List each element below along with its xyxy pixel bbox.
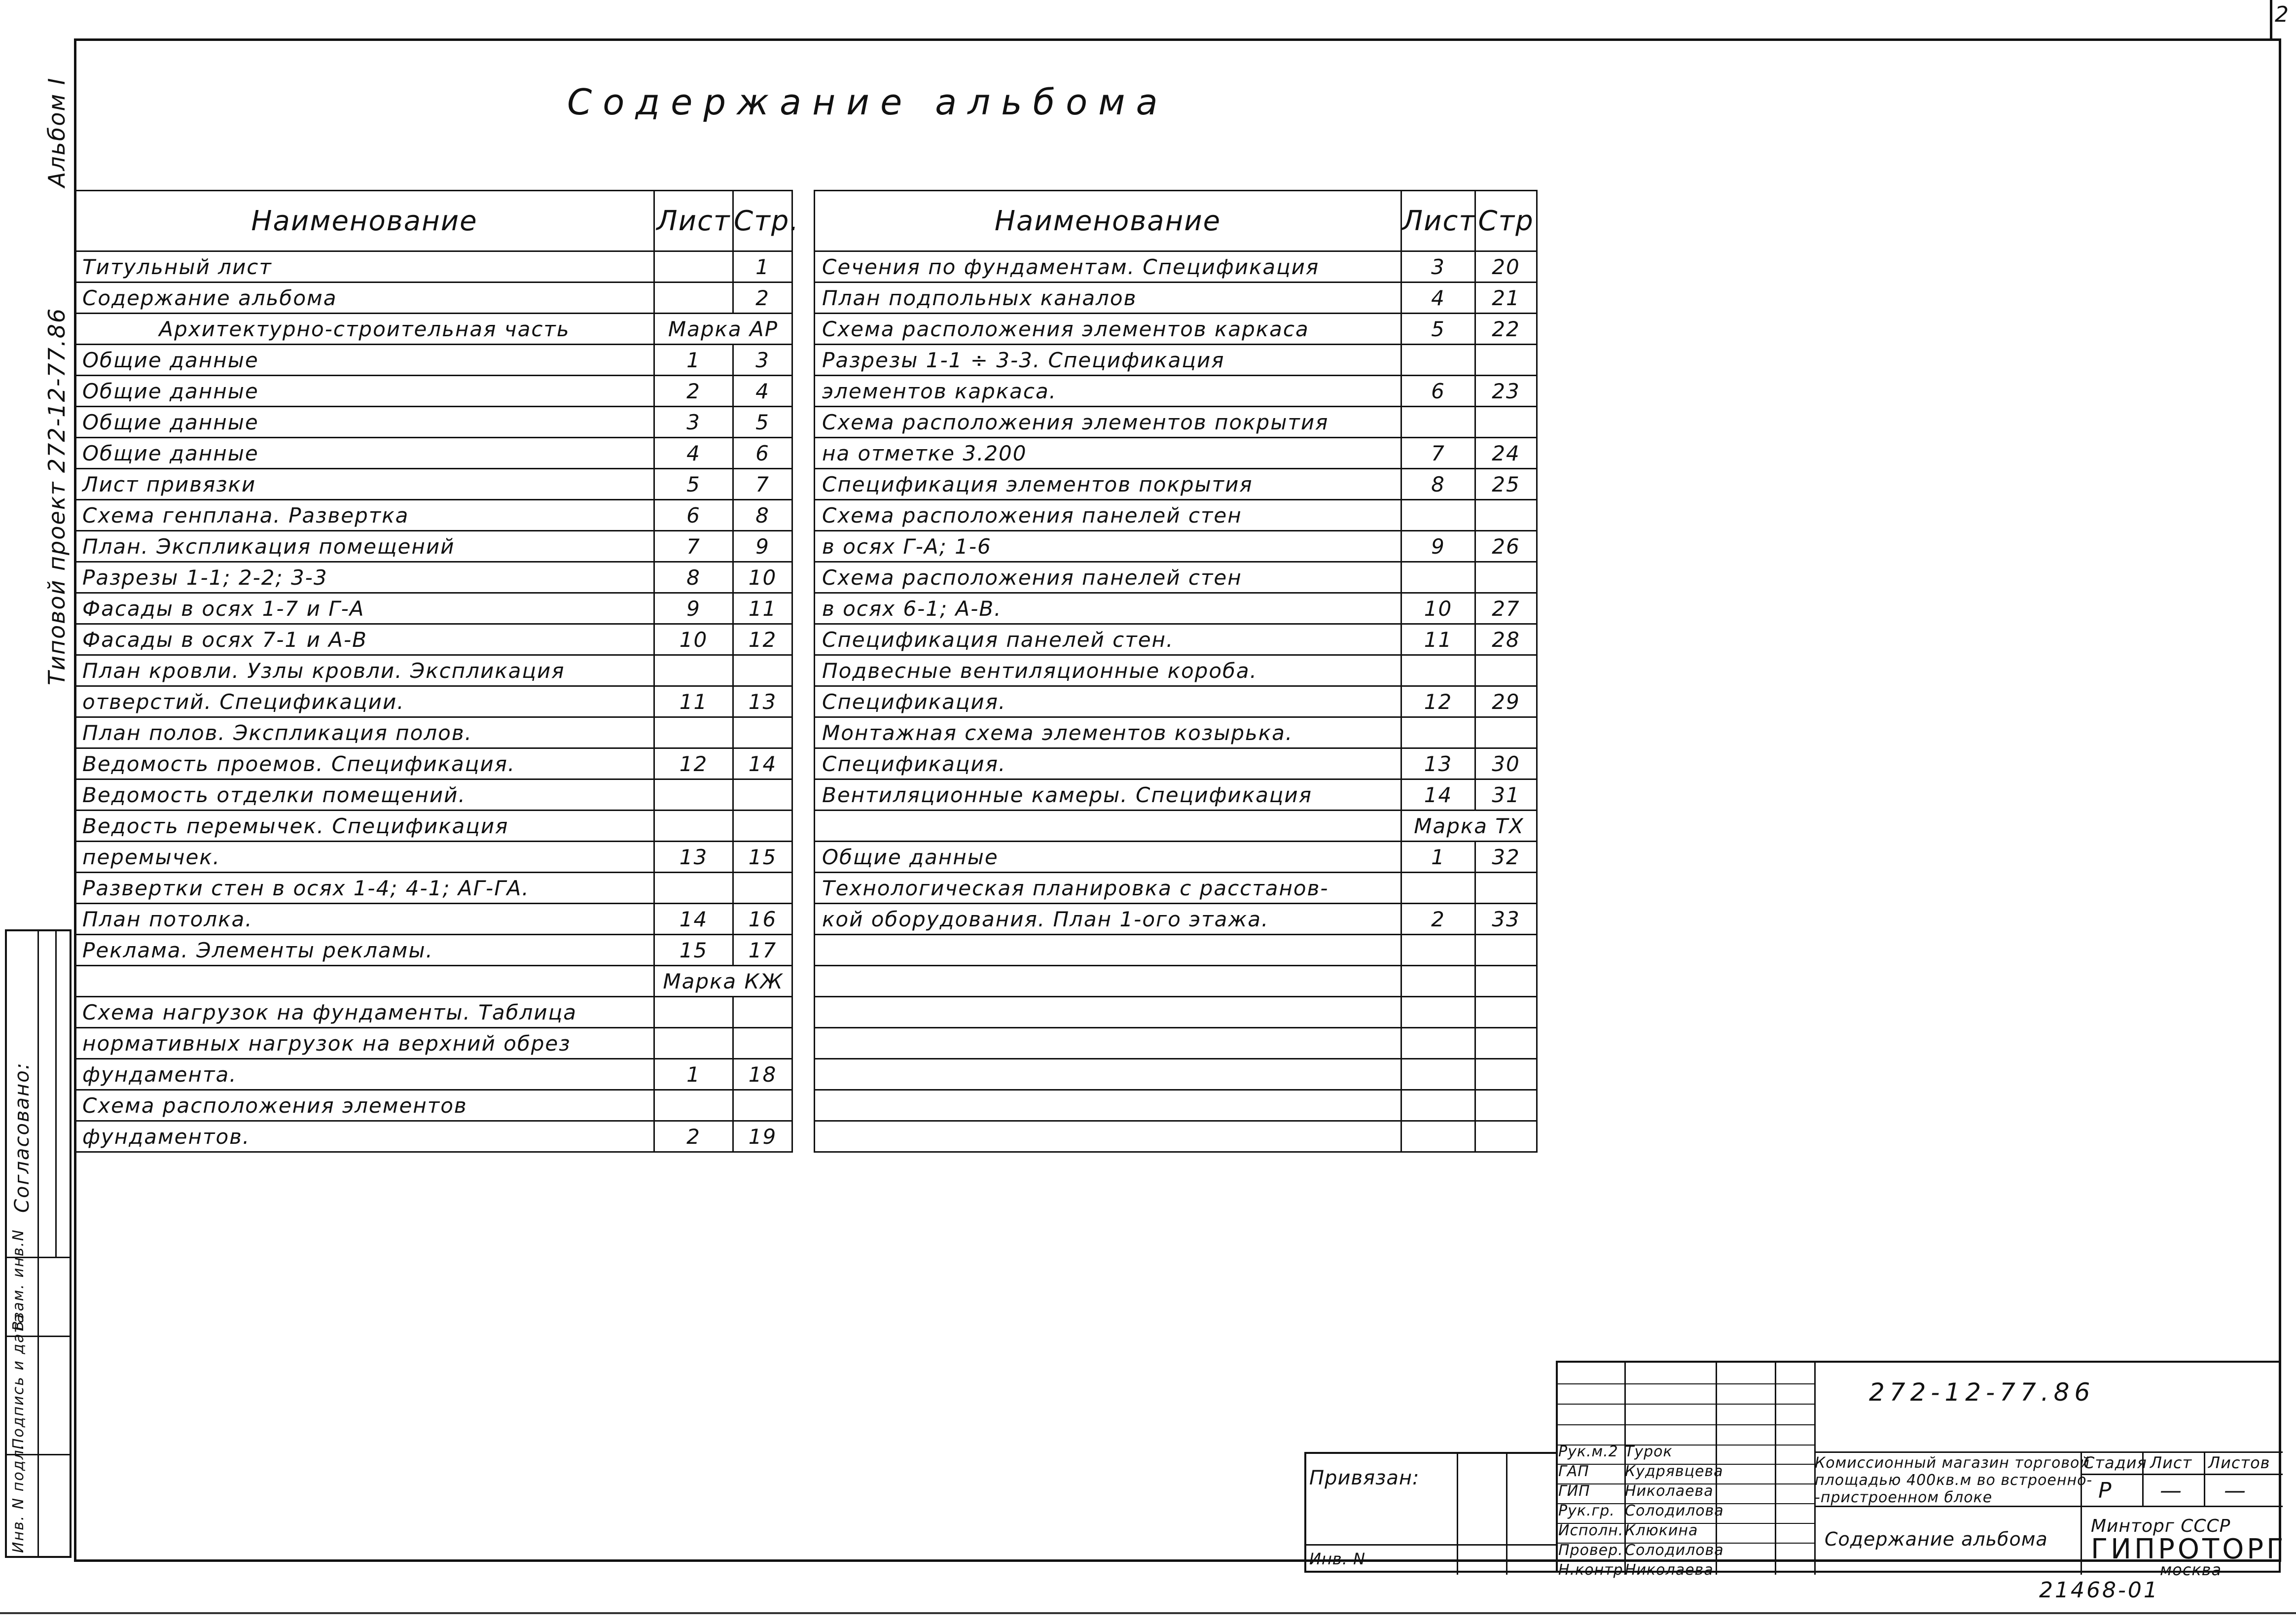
item-sheet: 1 (1401, 842, 1475, 873)
item-sheet (654, 1090, 733, 1121)
table-row (75, 314, 792, 345)
item-page: 13 (733, 686, 792, 717)
table-row (815, 655, 1537, 686)
item-name: Фасады в осях 7-1 и А-В (75, 624, 654, 655)
item-sheet (654, 655, 733, 686)
object-description-line-3: -пристроенном блоке (1815, 1489, 1993, 1506)
table-row (75, 997, 792, 1028)
item-sheet: 11 (654, 686, 733, 717)
item-name (815, 935, 1401, 966)
table-row (815, 1090, 1537, 1121)
item-sheet (654, 997, 733, 1028)
item-sheet: 1 (654, 345, 733, 376)
item-sheet: 10 (1401, 593, 1475, 624)
table-row (75, 531, 792, 562)
item-name: Общие данные (75, 345, 654, 376)
item-sheet: 5 (1401, 314, 1475, 345)
sheet-label: Лист (2150, 1453, 2192, 1472)
item-name: Схема расположения элементов покрытия (815, 407, 1401, 438)
item-name: в осях 6-1; А-В. (815, 593, 1401, 624)
item-sheet (1401, 966, 1475, 997)
item-sheet: 9 (654, 593, 733, 624)
table-row (75, 717, 792, 748)
item-sheet (1401, 717, 1475, 748)
ministry-label: Минторг СССР (2091, 1516, 2231, 1536)
item-sheet: 8 (1401, 469, 1475, 500)
item-sheet: 13 (654, 842, 733, 873)
item-page: 25 (1475, 469, 1537, 500)
item-name: Реклама. Элементы рекламы. (75, 935, 654, 966)
item-sheet (1401, 997, 1475, 1028)
item-name: Спецификация. (815, 748, 1401, 779)
signature-person: Кудрявцева (1625, 1463, 1723, 1480)
item-sheet (1401, 935, 1475, 966)
item-page (1475, 407, 1537, 438)
item-page (733, 997, 792, 1028)
item-name: Технологическая планировка с расстанов- (815, 873, 1401, 904)
section-marka: Марка ТХ (1401, 811, 1537, 842)
table-row (75, 842, 792, 873)
item-page (1475, 345, 1537, 376)
item-page (1475, 1121, 1537, 1152)
table-row (815, 873, 1537, 904)
item-sheet: 2 (1401, 904, 1475, 935)
item-name: Общие данные (75, 407, 654, 438)
table-row (815, 842, 1537, 873)
signature-person: Николаева (1625, 1561, 1714, 1579)
item-sheet (654, 251, 733, 282)
item-name: Общие данные (75, 438, 654, 469)
item-name: План потолка. (75, 904, 654, 935)
item-page (1475, 717, 1537, 748)
item-page (1475, 1059, 1537, 1090)
item-page (733, 811, 792, 842)
item-page: 3 (733, 345, 792, 376)
table-row (815, 997, 1537, 1028)
sheets-value: — (2224, 1478, 2246, 1503)
item-name: Развертки стен в осях 1-4; 4-1; АГ-ГА. (75, 873, 654, 904)
table-row (75, 407, 792, 438)
item-sheet: 12 (1401, 686, 1475, 717)
item-page (733, 655, 792, 686)
item-sheet: 4 (1401, 282, 1475, 314)
item-sheet: 3 (1401, 251, 1475, 282)
table-row (815, 686, 1537, 717)
item-sheet (654, 873, 733, 904)
item-sheet: 11 (1401, 624, 1475, 655)
item-page: 21 (1475, 282, 1537, 314)
item-name: нормативных нагрузок на верхний обрез (75, 1028, 654, 1059)
item-sheet (654, 1028, 733, 1059)
header-name: Наименование (815, 191, 1401, 251)
item-name: Сечения по фундаментам. Спецификация (815, 251, 1401, 282)
table-row (815, 376, 1537, 407)
item-name: Монтажная схема элементов козырька. (815, 717, 1401, 748)
table-row (815, 407, 1537, 438)
item-page (1475, 997, 1537, 1028)
item-page: 33 (1475, 904, 1537, 935)
item-sheet (1401, 407, 1475, 438)
item-name: План полов. Экспликация полов. (75, 717, 654, 748)
item-sheet: 1 (654, 1059, 733, 1090)
table-row (75, 562, 792, 593)
item-page: 31 (1475, 779, 1537, 811)
item-name: Разрезы 1-1 ÷ 3-3. Спецификация (815, 345, 1401, 376)
stage-value: Р (2098, 1478, 2112, 1503)
item-name: в осях Г-А; 1-6 (815, 531, 1401, 562)
item-name: на отметке 3.200 (815, 438, 1401, 469)
table-row (75, 624, 792, 655)
item-page: 10 (733, 562, 792, 593)
item-name (815, 966, 1401, 997)
item-page: 18 (733, 1059, 792, 1090)
item-sheet (1401, 345, 1475, 376)
item-sheet: 13 (1401, 748, 1475, 779)
item-page: 32 (1475, 842, 1537, 873)
signature-person: Турок (1625, 1443, 1673, 1460)
item-page: 16 (733, 904, 792, 935)
item-sheet: 15 (654, 935, 733, 966)
item-page (1475, 500, 1537, 531)
signature-role: Рук.гр. (1558, 1502, 1615, 1519)
item-page: 23 (1475, 376, 1537, 407)
item-name: Спецификация элементов покрытия (815, 469, 1401, 500)
item-name: Схема расположения панелей стен (815, 562, 1401, 593)
item-page: 28 (1475, 624, 1537, 655)
table-row (815, 314, 1537, 345)
item-page: 29 (1475, 686, 1537, 717)
header-name: Наименование (75, 191, 654, 251)
item-sheet: 9 (1401, 531, 1475, 562)
item-name: Подвесные вентиляционные короба. (815, 655, 1401, 686)
item-sheet: 7 (654, 531, 733, 562)
table-row (75, 500, 792, 531)
section-title (75, 966, 654, 997)
item-page (733, 1090, 792, 1121)
table-row (815, 779, 1537, 811)
signature-role: Провер. (1558, 1542, 1623, 1559)
sheet-bottom-edge (0, 1612, 2296, 1614)
sheet-number: 2 (2270, 0, 2292, 38)
sign-date-label: Подпись и дата (10, 1313, 27, 1449)
item-page (733, 717, 792, 748)
item-sheet (654, 282, 733, 314)
item-page: 9 (733, 531, 792, 562)
album-label: Альбом I (43, 77, 70, 187)
item-page: 30 (1475, 748, 1537, 779)
table-row (75, 655, 792, 686)
table-row (815, 251, 1537, 282)
signature-person: Солодилова (1625, 1542, 1724, 1559)
signature-role: Н.контр. (1558, 1561, 1629, 1579)
header-sheet: Лист (654, 191, 733, 251)
table-row (75, 935, 792, 966)
signature-role: Рук.м.2 (1558, 1443, 1618, 1460)
table-row (815, 593, 1537, 624)
table-row (75, 593, 792, 624)
agreed-label: Согласовано: (11, 1061, 34, 1213)
table-row (75, 748, 792, 779)
sheet-value: — (2160, 1478, 2182, 1503)
item-sheet: 14 (1401, 779, 1475, 811)
table-row (75, 966, 792, 997)
header-page: Стр (1475, 191, 1537, 251)
table-row (815, 282, 1537, 314)
item-name (815, 1121, 1401, 1152)
table-row (815, 531, 1537, 562)
item-name: План подпольных каналов (815, 282, 1401, 314)
item-name: Содержание альбома (75, 282, 654, 314)
item-name: Фасады в осях 1-7 и Г-А (75, 593, 654, 624)
table-row (75, 811, 792, 842)
item-name: План. Экспликация помещений (75, 531, 654, 562)
item-page: 2 (733, 282, 792, 314)
table-row (75, 376, 792, 407)
item-page: 26 (1475, 531, 1537, 562)
table-row (75, 251, 792, 282)
table-row (815, 345, 1537, 376)
table-row (75, 345, 792, 376)
item-page: 20 (1475, 251, 1537, 282)
item-name (815, 997, 1401, 1028)
item-sheet (1401, 500, 1475, 531)
item-name: Разрезы 1-1; 2-2; 3-3 (75, 562, 654, 593)
signature-role: ГИП (1558, 1482, 1590, 1500)
table-row (815, 1028, 1537, 1059)
item-page (1475, 873, 1537, 904)
item-sheet: 6 (654, 500, 733, 531)
table-row (75, 469, 792, 500)
table-row (75, 1059, 792, 1090)
stage-label: Стадия (2083, 1453, 2147, 1472)
table-row (815, 624, 1537, 655)
item-page: 5 (733, 407, 792, 438)
signature-person: Солодилова (1625, 1502, 1724, 1519)
signature-person: Николаева (1625, 1482, 1714, 1500)
item-name: Титульный лист (75, 251, 654, 282)
signature-role: Исполн. (1558, 1522, 1624, 1539)
item-sheet: 2 (654, 376, 733, 407)
item-sheet (1401, 1028, 1475, 1059)
item-sheet: 2 (654, 1121, 733, 1152)
document-code: 272-12-77.86 (1869, 1378, 2095, 1407)
item-page: 27 (1475, 593, 1537, 624)
signature-person: Клюкина (1625, 1522, 1698, 1539)
item-name: элементов каркаса. (815, 376, 1401, 407)
replace-inv-label: Взам. инв.N (10, 1229, 27, 1331)
item-page (1475, 655, 1537, 686)
item-name: Схема расположения элементов (75, 1090, 654, 1121)
item-name: кой оборудования. План 1-ого этажа. (815, 904, 1401, 935)
inv-orig-label: Инв. N подл. (10, 1443, 27, 1553)
table-row (75, 686, 792, 717)
item-sheet: 3 (654, 407, 733, 438)
item-name: Общие данные (75, 376, 654, 407)
item-page: 12 (733, 624, 792, 655)
item-sheet: 14 (654, 904, 733, 935)
item-name: Схема генплана. Развертка (75, 500, 654, 531)
item-sheet (1401, 1121, 1475, 1152)
object-description-line-1: Комиссионный магазин торговой (1815, 1454, 2090, 1472)
header-sheet: Лист (1401, 191, 1475, 251)
table-row (815, 811, 1537, 842)
item-page: 4 (733, 376, 792, 407)
section-marka: Марка АР (654, 314, 792, 345)
table-row (75, 438, 792, 469)
table-row (815, 935, 1537, 966)
organization-name: ГИПРОТОРГ (2091, 1533, 2287, 1565)
item-sheet (1401, 873, 1475, 904)
item-page (733, 1028, 792, 1059)
table-row (75, 779, 792, 811)
section-title (815, 811, 1401, 842)
item-name: фундаментов. (75, 1121, 654, 1152)
item-name: Схема нагрузок на фундаменты. Таблица (75, 997, 654, 1028)
table-row (815, 966, 1537, 997)
item-page (733, 873, 792, 904)
table-row (815, 904, 1537, 935)
item-sheet: 8 (654, 562, 733, 593)
item-sheet (1401, 655, 1475, 686)
item-page (1475, 935, 1537, 966)
sheets-label: Листов (2208, 1453, 2270, 1472)
item-sheet: 10 (654, 624, 733, 655)
item-page (1475, 562, 1537, 593)
table-row (815, 562, 1537, 593)
item-page: 6 (733, 438, 792, 469)
item-name: Ведомость отделки помещений. (75, 779, 654, 811)
table-row (75, 1121, 792, 1152)
item-sheet (1401, 1059, 1475, 1090)
item-page: 15 (733, 842, 792, 873)
item-name: Лист привязки (75, 469, 654, 500)
item-name (815, 1059, 1401, 1090)
item-page: 1 (733, 251, 792, 282)
item-page (1475, 1028, 1537, 1059)
item-name: Ведомость проемов. Спецификация. (75, 748, 654, 779)
table-row (815, 500, 1537, 531)
item-name: Ведость перемычек. Спецификация (75, 811, 654, 842)
header-page: Стр. (733, 191, 792, 251)
item-sheet (654, 717, 733, 748)
item-name (815, 1028, 1401, 1059)
section-marka: Марка КЖ (654, 966, 792, 997)
item-sheet (654, 811, 733, 842)
item-page (733, 779, 792, 811)
table-row (75, 1028, 792, 1059)
table-row (815, 1059, 1537, 1090)
item-name: Схема расположения элементов каркаса (815, 314, 1401, 345)
item-sheet (1401, 562, 1475, 593)
item-name: Вентиляционные камеры. Спецификация (815, 779, 1401, 811)
page-title: Содержание альбома (567, 81, 1169, 123)
item-page (1475, 1090, 1537, 1121)
item-sheet: 6 (1401, 376, 1475, 407)
table-row (75, 1090, 792, 1121)
object-description-line-2: площадью 400кв.м во встроенно- (1815, 1472, 2093, 1489)
table-row (75, 873, 792, 904)
table-row (815, 1121, 1537, 1152)
item-page: 17 (733, 935, 792, 966)
project-label: Типовой проект 272-12-77.86 (43, 307, 70, 685)
binding-label: Привязан: (1309, 1467, 1420, 1489)
inv-number-label: Инв. N (1309, 1550, 1365, 1568)
item-page: 24 (1475, 438, 1537, 469)
item-page: 11 (733, 593, 792, 624)
item-sheet: 4 (654, 438, 733, 469)
item-page: 22 (1475, 314, 1537, 345)
item-name: План кровли. Узлы кровли. Экспликация (75, 655, 654, 686)
item-page: 7 (733, 469, 792, 500)
table-row (815, 717, 1537, 748)
signature-role: ГАП (1558, 1463, 1589, 1480)
table-row (815, 438, 1537, 469)
item-name: Спецификация панелей стен. (815, 624, 1401, 655)
item-sheet (654, 779, 733, 811)
item-name: Общие данные (815, 842, 1401, 873)
item-name: Схема расположения панелей стен (815, 500, 1401, 531)
item-name: перемычек. (75, 842, 654, 873)
item-page: 19 (733, 1121, 792, 1152)
item-sheet: 7 (1401, 438, 1475, 469)
item-sheet: 5 (654, 469, 733, 500)
table-row (815, 469, 1537, 500)
city-label: москва (2160, 1560, 2222, 1579)
table-row (75, 282, 792, 314)
contents-table-left (74, 190, 800, 1153)
contents-table-right (814, 190, 1538, 1153)
table-row (815, 748, 1537, 779)
drawing-title: Содержание альбома (1825, 1528, 2048, 1550)
item-page (1475, 966, 1537, 997)
section-title: Архитектурно-строительная часть (75, 314, 654, 345)
item-name: фундамента. (75, 1059, 654, 1090)
item-name: Спецификация. (815, 686, 1401, 717)
item-sheet: 12 (654, 748, 733, 779)
table-row (75, 904, 792, 935)
item-page: 14 (733, 748, 792, 779)
item-sheet (1401, 1090, 1475, 1121)
item-name (815, 1090, 1401, 1121)
item-name: отверстий. Спецификации. (75, 686, 654, 717)
item-page: 8 (733, 500, 792, 531)
archive-number: 21468-01 (2039, 1578, 2159, 1603)
